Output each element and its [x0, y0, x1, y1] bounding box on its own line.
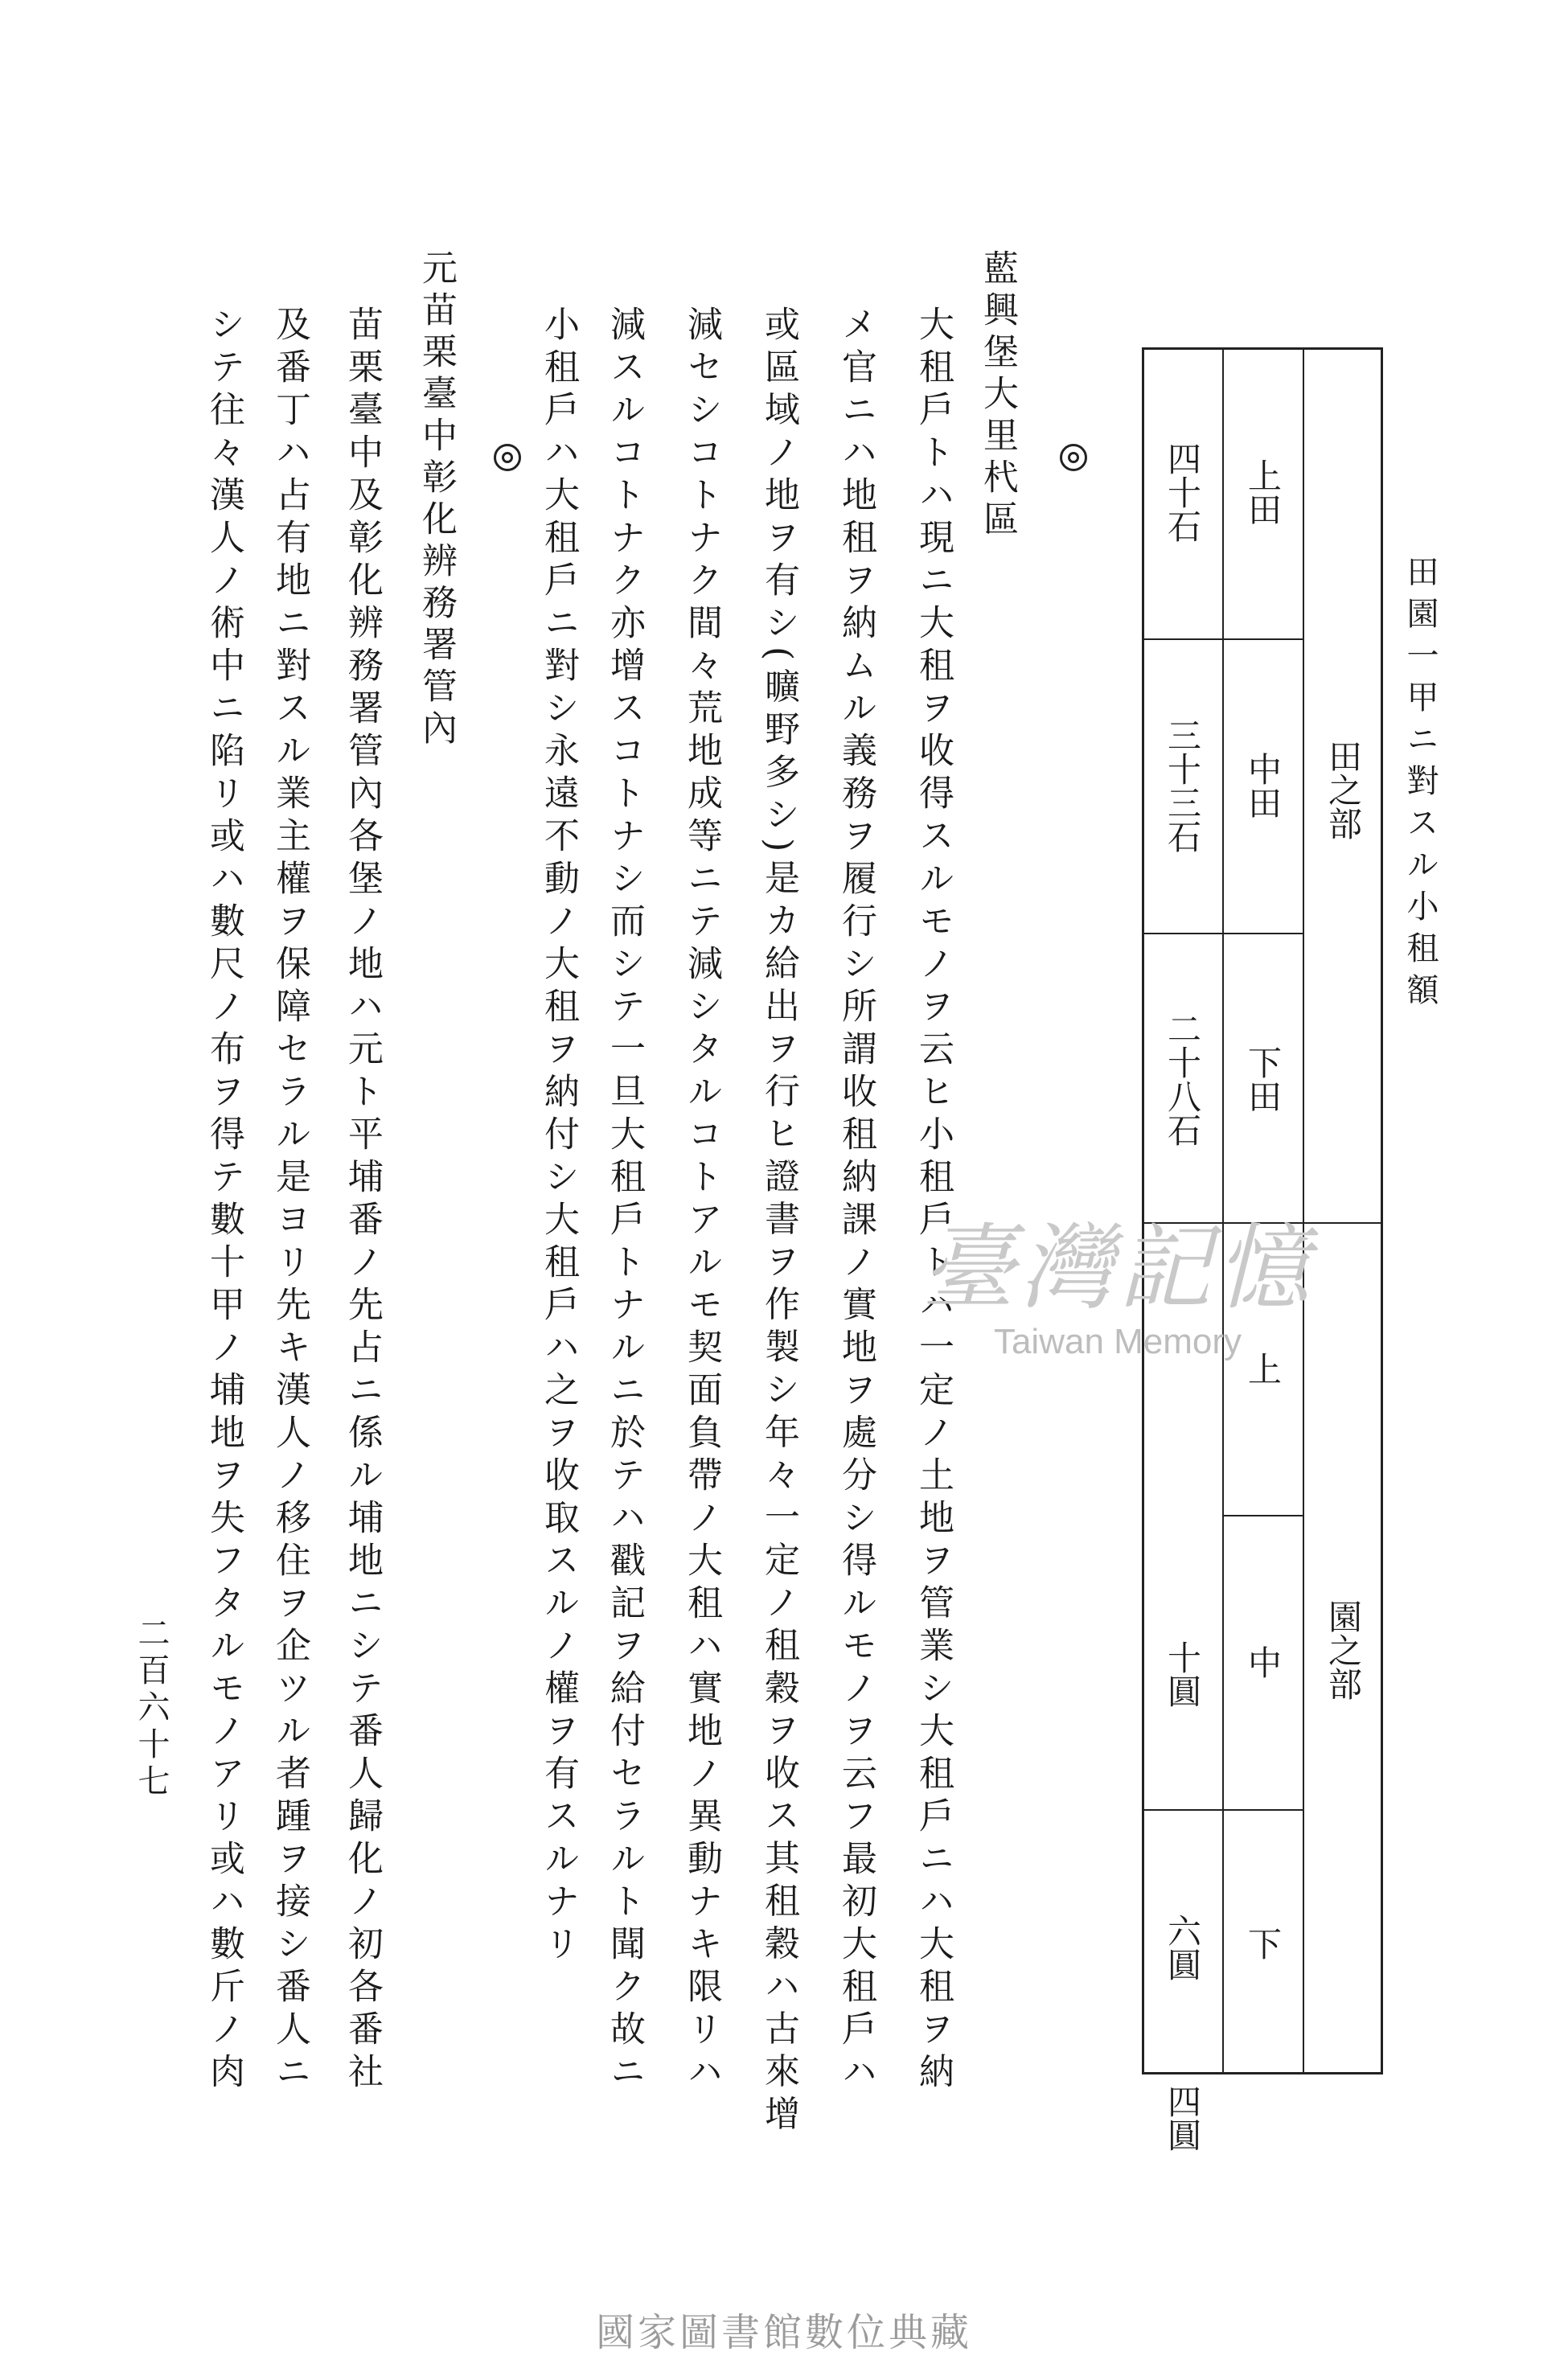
- section-mark: [1060, 444, 1087, 471]
- section2-heading: 元苗栗臺中彰化辨務署管內: [416, 249, 457, 751]
- section1-heading: 藍興堡大里杙區: [977, 249, 1018, 542]
- section1-line: 減スルコトナク亦增スコトナシ而シテ一旦大租戶トナルニ於テハ戳記ヲ給付セラルト聞ク故ニ: [604, 306, 645, 2095]
- field-grade-middle: 中田: [1243, 752, 1283, 819]
- field-amount-lower: 二十八石: [1163, 1012, 1202, 1147]
- watermark-english: Taiwan Memory: [993, 1322, 1242, 1361]
- section1-line: 減セシコトナク間々荒地成等ニテ減シタルコトアルモ契面負帶ノ大租ハ實地ノ異動ナキ限リハ: [681, 306, 722, 2095]
- collection-footer: 國家圖書館數位典藏: [595, 2310, 972, 2355]
- table-divider: [1142, 933, 1303, 934]
- field-amount-upper: 四十石: [1163, 441, 1202, 543]
- section2-line: シテ往々漢人ノ術中ニ陷リ或ハ數尺ノ布ヲ得テ數十甲ノ埔地ヲ失フタルモノアリ或ハ數斤ノ肉: [203, 306, 244, 2095]
- page-title: 田園一甲ニ對スル小租額: [1402, 555, 1439, 1015]
- section1-line: 大租戶トハ現ニ大租ヲ收得スルモノヲ云ヒ小租戶トハ一定ノ土地ヲ管業シ大租戶ニハ大租ヲ納: [913, 306, 954, 2095]
- section2-line: 苗栗臺中及彰化辨務署管內各堡ノ地ハ元ト平埔番ノ先占ニ係ル埔地ニシテ番人歸化ノ初各番社: [342, 306, 383, 2095]
- section1-line: メ官ニハ地租ヲ納ムル義務ヲ履行シ所謂收租納課ノ實地ヲ處分シ得ルモノヲ云フ最初大租戶ハ: [835, 306, 876, 2095]
- garden-grade-lower: 下: [1243, 1927, 1283, 1960]
- field-amount-middle: 三十三石: [1163, 718, 1202, 853]
- garden-amount-upper: 十圓: [1163, 1640, 1202, 1708]
- section1-line: 或區域ノ地ヲ有シ(曠野多シ)是カ給出ヲ行ヒ證書ヲ作製シ年々一定ノ租穀ヲ收ス其租穀ハ古來增: [758, 306, 799, 2138]
- rent-table: 田之部 園之部 上田 中田 下田 四十石 三十三石 二十八石 上 中 下 十圓 六圓 四圓: [1142, 347, 1383, 2074]
- table-divider: [1222, 1809, 1303, 1811]
- field-grade-lower: 下田: [1243, 1045, 1283, 1113]
- section1-line: 小租戶ハ大租戶ニ對シ永遠不動ノ大租ヲ納付シ大租戶ハ之ヲ收取スルノ權ヲ有スルナリ: [538, 306, 579, 1968]
- garden-section-header: 園之部: [1324, 1599, 1363, 1701]
- garden-grade-upper: 上: [1243, 1352, 1283, 1385]
- taiwan-memory-watermark: [917, 1214, 1319, 1361]
- garden-amount-middle: 六圓: [1163, 1914, 1202, 1981]
- table-divider: [1142, 638, 1303, 640]
- section-mark: [494, 444, 521, 471]
- section2-line: 及番丁ハ占有地ニ對スル業主權ヲ保障セラル是ヨリ先キ漢人ノ移住ヲ企ツル者踵ヲ接シ番人ニ: [269, 306, 310, 2095]
- field-section-header: 田之部: [1324, 739, 1363, 840]
- table-divider: [1142, 1809, 1222, 1811]
- garden-grade-middle: 中: [1243, 1645, 1283, 1679]
- watermark-chinese: 臺灣記憶: [922, 1214, 1314, 1323]
- table-divider: [1222, 1515, 1303, 1516]
- page-number: 二百六十七: [133, 1616, 170, 1801]
- field-grade-upper: 上田: [1243, 458, 1283, 526]
